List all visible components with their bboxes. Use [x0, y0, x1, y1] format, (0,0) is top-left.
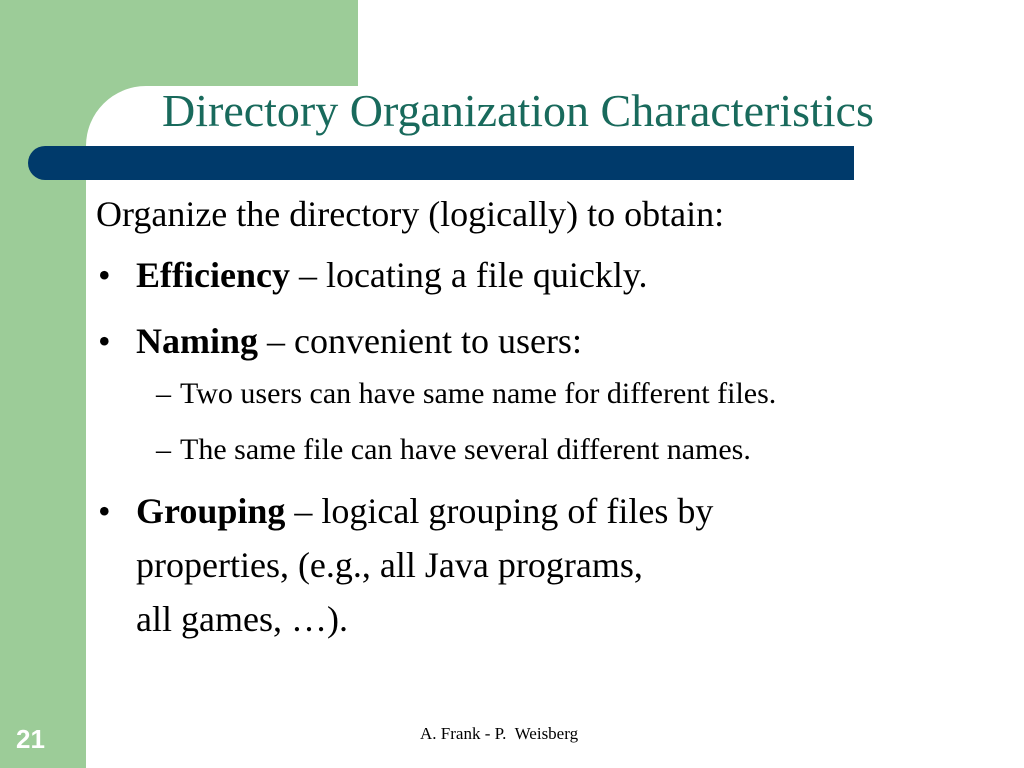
sub-bullet-text: Two users can have same name for different files.	[180, 377, 777, 410]
bullet-text: – logical grouping of files by	[285, 491, 714, 531]
bullet-grouping	[96, 484, 996, 646]
sub-bullet	[96, 376, 996, 412]
top-green-band	[86, 0, 358, 86]
intro-line: Organize the directory (logically) to obtain:	[96, 194, 725, 234]
slide-title: Directory Organization Characteristics	[162, 85, 874, 136]
bullet-term: Naming	[136, 321, 259, 361]
title-underline-bar	[28, 146, 854, 180]
sub-bullet	[96, 432, 996, 468]
bullet-icon: •	[98, 491, 111, 531]
bullet-term: Efficiency	[136, 255, 290, 295]
bullet-text: – convenient to users:	[258, 321, 582, 361]
bullet-naming	[96, 314, 996, 368]
left-green-band	[0, 0, 86, 768]
bullet-text: – locating a file quickly.	[289, 255, 648, 295]
slide-content	[96, 192, 996, 646]
bullet-text-line2: properties, (e.g., all Java programs,	[136, 545, 643, 585]
bullet-text-line3: all games, …).	[136, 599, 348, 639]
bullet-icon: •	[98, 321, 111, 361]
footer-authors: A. Frank - P. Weisberg	[420, 724, 579, 743]
bullet-icon: •	[98, 255, 111, 295]
dash-icon: –	[156, 433, 171, 466]
sub-bullet-text: The same file can have several different names.	[180, 433, 751, 466]
bullet-efficiency	[96, 248, 996, 302]
page-number: 21	[16, 724, 45, 754]
bullet-term: Grouping	[136, 491, 286, 531]
dash-icon: –	[156, 377, 171, 410]
